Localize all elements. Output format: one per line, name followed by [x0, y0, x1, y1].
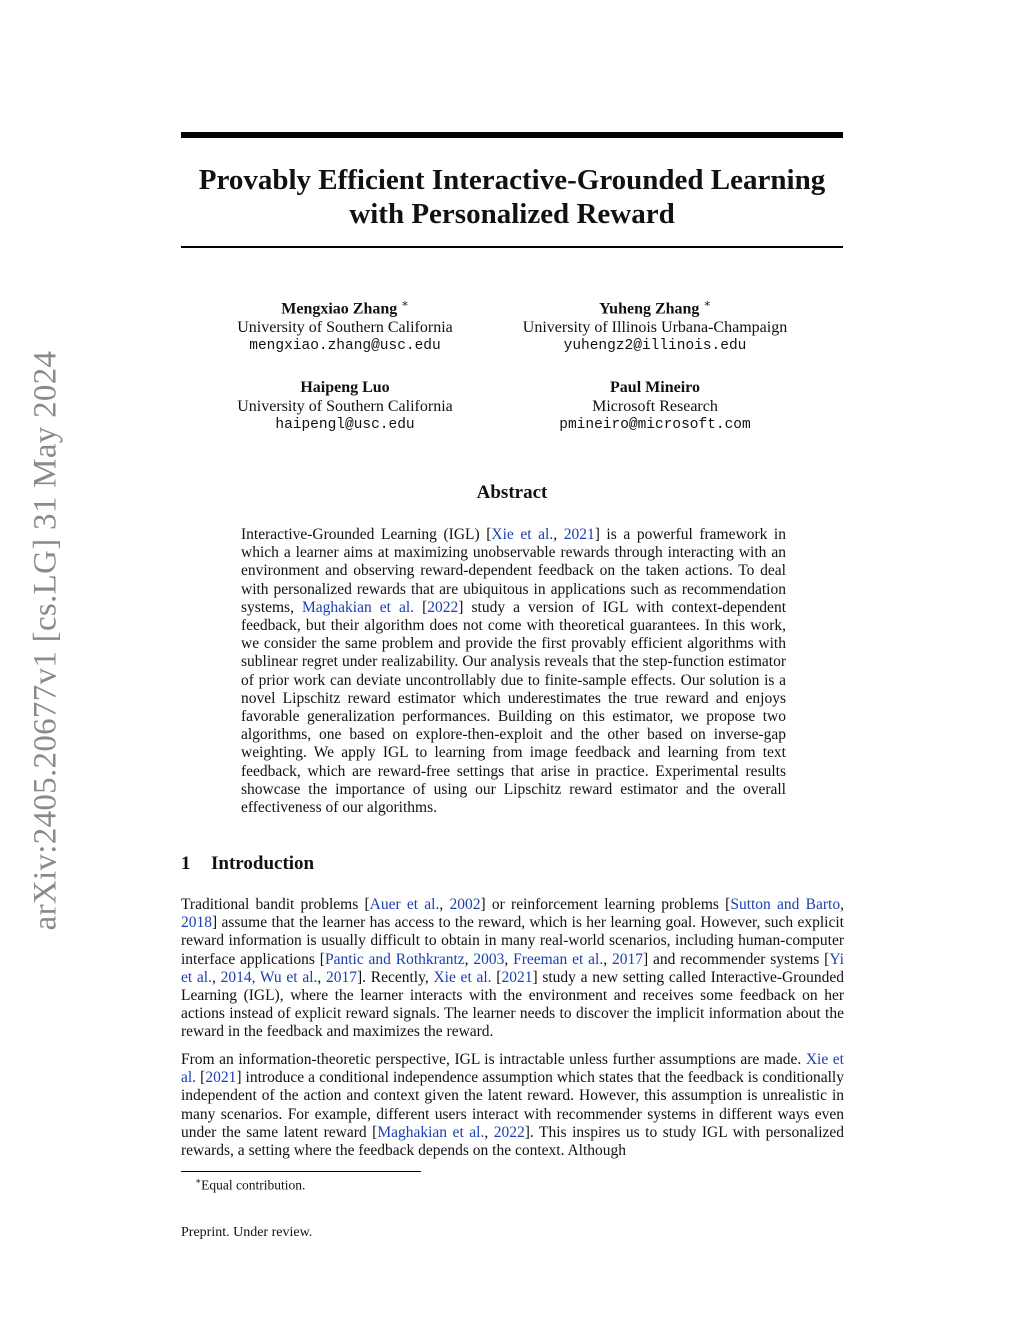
author-block [505, 295, 805, 356]
citation-year-link[interactable]: 2014, Wu et al. [220, 968, 318, 986]
paragraph: From an information-theoretic perspective, IGL is intractable unless further assumptions are made. Xie et al. [2021] introduce a conditional independence assumption which states that the feedback is conditionally independent of the action and context given the latent reward. However, this assumption is unrealistic in many scenarios. For example, different users interact with recommender systems in different ways even under the same latent reward [Maghakian et al., 2022]. This inspires us to study IGL with personalized rewards, a setting where the feedback depends on the context. Although [181, 1051, 845, 1160]
abstract-body: Interactive-Grounded Learning (IGL) [Xie et al., 2021] is a powerful framework in which a learner aims at maximizing unobservable rewards through interacting with an environment and observing reward-dependent feedback on the taken actions. To deal with personalized rewards that are ubiquitous in applications such as recommendation systems, Maghakian et al. [2022] study a version of IGL with context-dependent feedback, but their algorithm does not come with theoretical guarantees. In this work, we consider the same problem and provide the first provably efficient algorithms with sublinear regret under realizability. Our analysis reveals that the step-function estimator of prior work can deviate uncontrollably due to finite-sample effects. Our solution is a novel Lipschitz reward estimator which underestimates the true reward and enjoys favorable generalization performances. Building on this estimator, we propose two algorithms, one based on explore-then-exploit and the other based on inverse-gap weighting. We apply IGL to learning from image feedback and learning from text feedback, which are reward-free settings that arise in practice. Experimental results showcase the importance of using our Lipschitz reward estimator and the overall effectiveness of our algorithms. [241, 526, 786, 817]
author-email[interactable]: mengxiao.zhang@usc.edu [249, 338, 441, 355]
preprint-notice: Preprint. Under review. [181, 1225, 313, 1240]
title-line-2: with Personalized Reward [349, 198, 675, 230]
author-name: Yuheng Zhang ∗ [599, 298, 711, 318]
citation-year-link[interactable]: 2003 [473, 950, 505, 968]
citation-year-link[interactable]: 2021 [501, 968, 533, 986]
author-block [505, 379, 805, 435]
citation-link[interactable]: Maghakian et al. [377, 1123, 485, 1141]
author-name: Mengxiao Zhang ∗ [281, 298, 409, 318]
footnote-text: Equal contribution. [201, 1177, 306, 1193]
author-email[interactable]: pmineiro@microsoft.com [559, 417, 751, 433]
author-affiliation: University of Southern California [237, 397, 453, 415]
citation-year-link[interactable]: 2022 [427, 598, 459, 616]
citation-year-link[interactable]: 2017 [611, 950, 643, 968]
footnote-rule [181, 1171, 421, 1172]
abstract-heading: Abstract [476, 482, 548, 503]
section-heading [181, 853, 314, 875]
citation-year-link[interactable]: 2021 [563, 526, 595, 543]
citation-link[interactable]: Pantic and Rothkrantz [324, 950, 465, 968]
author-email[interactable]: yuhengz2@illinois.edu [563, 338, 747, 355]
title-line-1: Provably Efficient Interactive-Grounded Learning [198, 164, 826, 196]
footnote-mark: ∗ [195, 1176, 202, 1186]
citation-link[interactable]: Xie et al. [491, 526, 554, 543]
section-title: Introduction [211, 853, 315, 874]
author-affiliation: University of Southern California [237, 318, 453, 336]
citation-year-link[interactable]: 2017 [326, 968, 357, 986]
paper-title [181, 163, 843, 231]
author-name: Haipeng Luo [300, 379, 390, 396]
title-top-rule [181, 132, 843, 138]
equal-contribution-mark: ∗ [401, 298, 409, 310]
author-block [195, 379, 495, 435]
author-block [195, 295, 495, 356]
citation-year-link[interactable]: 2002 [449, 896, 481, 913]
citation-link[interactable]: Yi et al. [181, 950, 844, 986]
citation-link[interactable]: Maghakian et al. [302, 598, 415, 616]
citation-link[interactable]: Freeman et al. [513, 950, 604, 968]
footnote [195, 1176, 305, 1194]
citation-link[interactable]: Xie et al. [181, 1051, 844, 1087]
arxiv-id: arXiv:2405.20677v1 [cs.LG] 31 May 2024 [27, 350, 64, 930]
citation-year-link[interactable]: 2022 [493, 1123, 525, 1141]
citation-link[interactable]: Xie et al. [433, 968, 492, 986]
citation-link[interactable]: Sutton and Barto [730, 896, 841, 913]
arxiv-watermark [24, 340, 68, 940]
citation-year-link[interactable]: 2018 [181, 914, 212, 932]
citation-year-link[interactable]: 2021 [205, 1069, 237, 1087]
author-name: Paul Mineiro [610, 379, 700, 396]
title-bottom-rule [181, 246, 843, 248]
citation-link[interactable]: Auer et al. [369, 896, 440, 913]
paragraph: Traditional bandit problems [Auer et al., 2002] or reinforcement learning problems [Sutton and Barto, 2018] assume that the learner has access to the reward, which is her learning goal. However, such explicit reward information is usually difficult to obtain in many real-world scenarios, including human-computer interface applications [Pantic and Rothkrantz, 2003, Freeman et al., 2017] and recommender systems [Yi et al., 2014, Wu et al., 2017]. Recently, Xie et al. [2021] study a new setting called Interactive-Grounded Learning (IGL), where the learner interacts with the environment and receives some feedback on her actions instead of explicit reward signals. The learner needs to discover the implicit information about the reward in the feedback and maximizes the reward. [181, 896, 844, 1041]
author-affiliation: Microsoft Research [592, 397, 718, 415]
equal-contribution-mark: ∗ [703, 298, 711, 310]
author-email[interactable]: haipengl@usc.edu [275, 417, 415, 433]
section-number: 1 [181, 853, 191, 874]
author-affiliation: University of Illinois Urbana-Champaign [522, 318, 788, 336]
